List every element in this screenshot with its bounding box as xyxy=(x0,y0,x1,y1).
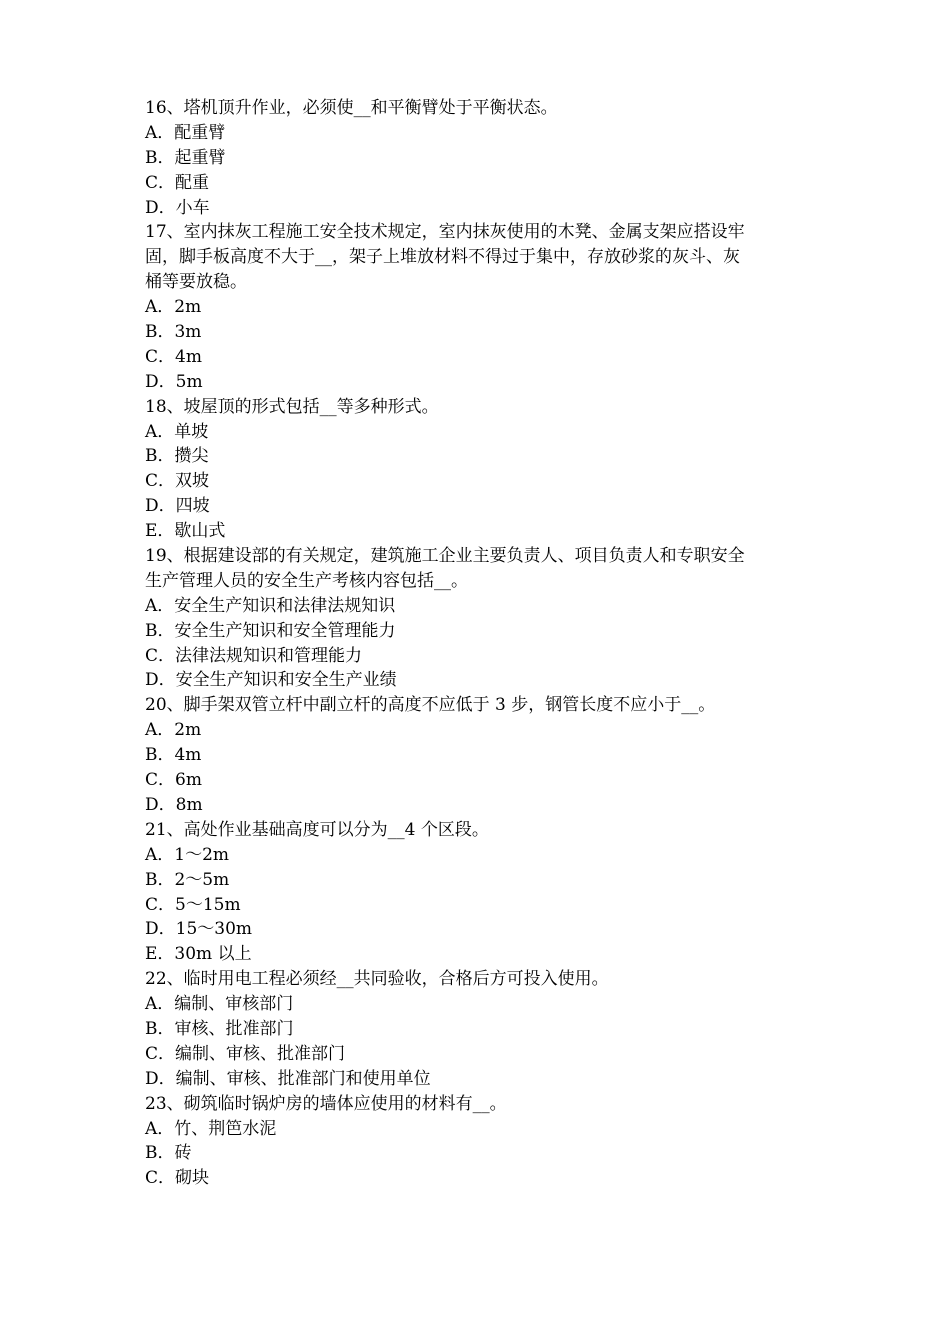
option-c: C．5～15m xyxy=(145,894,241,915)
option-d: D．编制、审核、批准部门和使用单位 xyxy=(145,1068,431,1089)
question-text: 固，脚手板高度不大于__，架子上堆放材料不得过于集中，存放砂浆的灰斗、灰 xyxy=(145,247,740,268)
option-d: D．8m xyxy=(145,794,203,815)
question-text: 19、根据建设部的有关规定，建筑施工企业主要负责人、项目负责人和专职安全 xyxy=(145,546,745,567)
option-d: D．小车 xyxy=(145,197,210,218)
question-18 xyxy=(145,395,815,544)
option-c: C．法律法规知识和管理能力 xyxy=(145,645,363,666)
question-20 xyxy=(145,693,815,817)
option-a: A．2m xyxy=(145,720,202,741)
option-e: E．歇山式 xyxy=(145,521,226,542)
question-text: 18、坡屋顶的形式包括__等多种形式。 xyxy=(145,396,439,417)
question-22 xyxy=(145,967,815,1091)
option-b: B．起重臂 xyxy=(145,147,226,168)
option-a: A．单坡 xyxy=(145,421,209,442)
question-21 xyxy=(145,818,815,967)
question-17 xyxy=(145,220,815,394)
question-text: 17、室内抹灰工程施工安全技术规定，室内抹灰使用的木凳、金属支架应搭设牢 xyxy=(145,222,745,243)
option-a: A．安全生产知识和法律法规知识 xyxy=(145,595,396,616)
question-text: 桶等要放稳。 xyxy=(145,272,247,293)
option-d: D．四坡 xyxy=(145,496,210,517)
option-e: E．30m 以上 xyxy=(145,944,252,965)
question-text: 20、脚手架双管立杆中副立杆的高度不应低于 3 步，钢管长度不应小于__。 xyxy=(145,695,716,716)
option-c: C．双坡 xyxy=(145,471,210,492)
question-16 xyxy=(145,96,815,220)
option-b: B．4m xyxy=(145,745,202,766)
option-a: A．2m xyxy=(145,297,202,318)
option-d: D．安全生产知识和安全生产业绩 xyxy=(145,670,397,691)
option-c: C．4m xyxy=(145,346,202,367)
option-a: A．1～2m xyxy=(145,844,230,865)
option-b: B．2～5m xyxy=(145,869,230,890)
option-b: B．安全生产知识和安全管理能力 xyxy=(145,620,396,641)
option-a: A．编制、审核部门 xyxy=(145,994,294,1015)
question-23 xyxy=(145,1092,815,1192)
option-d: D．5m xyxy=(145,371,203,392)
question-text: 生产管理人员的安全生产考核内容包括__。 xyxy=(145,570,468,591)
option-c: C．配重 xyxy=(145,172,210,193)
option-c: C．编制、审核、批准部门 xyxy=(145,1043,346,1064)
question-text: 22、临时用电工程必须经__共同验收，合格后方可投入使用。 xyxy=(145,969,609,990)
option-b: B．砖 xyxy=(145,1143,192,1164)
option-a: A．竹、荆笆水泥 xyxy=(145,1118,277,1139)
option-d: D．15～30m xyxy=(145,919,253,940)
option-b: B．攒尖 xyxy=(145,446,209,467)
option-b: B．3m xyxy=(145,322,202,343)
option-c: C．6m xyxy=(145,770,202,791)
option-b: B．审核、批准部门 xyxy=(145,1018,294,1039)
question-text: 23、砌筑临时锅炉房的墙体应使用的材料有__。 xyxy=(145,1093,507,1114)
document-page xyxy=(145,96,815,1191)
question-19 xyxy=(145,544,815,693)
option-c: C．砌块 xyxy=(145,1168,210,1189)
question-text: 21、高处作业基础高度可以分为__4 个区段。 xyxy=(145,819,489,840)
option-a: A．配重臂 xyxy=(145,122,226,143)
question-text: 16、塔机顶升作业，必须使__和平衡臂处于平衡状态。 xyxy=(145,98,558,118)
